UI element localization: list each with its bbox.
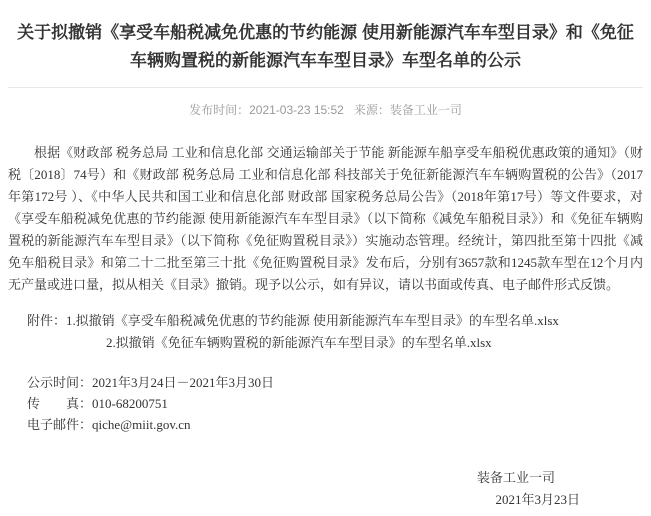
signature-date: 2021年3月23日 — [495, 491, 580, 507]
email-line: 电子邮件：qiche@miit.gov.cn — [27, 416, 191, 432]
attachment-row — [27, 332, 643, 354]
page-title: 关于拟撤销《享受车船税减免优惠的节约能源 使用新能源汽车车型目录》和《免征车辆购置税的新能源汽车车型目录》车型名单的公示 — [17, 23, 634, 71]
attachment-link-1[interactable]: 1.拟撤销《享受车船税减免优惠的节约能源 使用新能源汽车车型目录》的车型名单.xlsx — [66, 312, 559, 328]
attachment-row — [27, 310, 643, 332]
article-meta — [0, 101, 651, 118]
contact-section — [27, 372, 643, 435]
signature-department: 装备工业一司 — [476, 469, 555, 485]
title-divider — [8, 87, 643, 88]
source-value: 装备工业一司 — [389, 102, 462, 117]
signature-block — [0, 467, 651, 511]
announcement-paragraph: 根据《财政部 税务总局 工业和信息化部 交通运输部关于节能 新能源车船享受车船税优惠政策的通知》（财税〔2018〕74号）和《财政部 税务总局 工业和信息化部 科技部关于免征新能源汽车车辆购置税的公告》（2017年第172号 ）、《中华人民共和国工业和信息化部 财政部 国家税务总局公告》（2018年第17号）等文件要求，对《享受车船税减免优惠的节约能源 使用新能源汽车车型目录》（以下简称《减免车船税目录》）和《免征车辆购置税的新能源汽车车型目录》（以下简称《免征购置税目录》）实施动态管理。经统计，第四批至第十四批《减免车船税目录》和第二十二批至第三十批《免征购置税目录》发布后，分别有3657款和1245款车型在12个月内无产量或进口量，拟从相关《目录》撤销。现予以公示，如有异议，请以书面或传真、电子邮件形式反馈。 — [8, 144, 643, 292]
article-content — [0, 142, 651, 511]
fax-line: 传 真：010-68200751 — [27, 395, 168, 411]
attachments-section — [27, 310, 643, 354]
announcement-page — [0, 11, 651, 516]
attachment-link-2[interactable]: 2.拟撤销《免征车辆购置税的新能源汽车车型目录》的车型名单.xlsx — [106, 334, 492, 350]
publish-time-value: 2021-03-23 15:52 — [249, 102, 344, 117]
attachments-label: 附件： — [27, 312, 67, 328]
notice-period-line: 公示时间：2021年3月24日－2021年3月30日 — [27, 374, 275, 390]
source-label: 来源： — [353, 102, 390, 117]
publish-time-label: 发布时间： — [189, 102, 250, 117]
